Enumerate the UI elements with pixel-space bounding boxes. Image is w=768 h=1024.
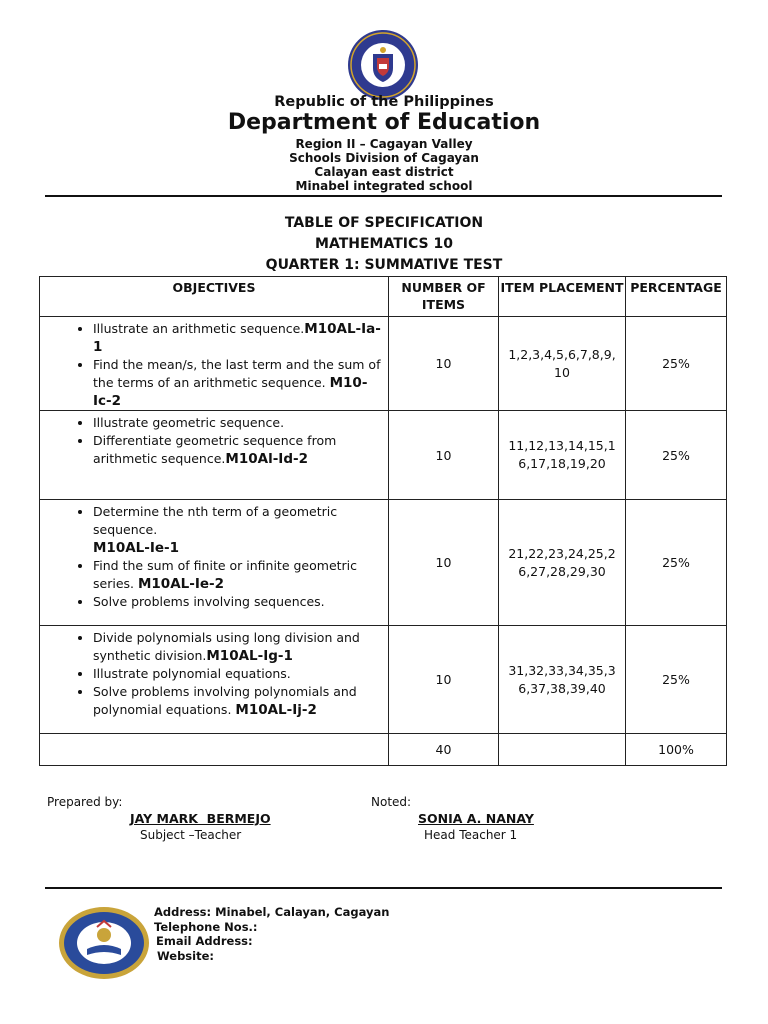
table-row xyxy=(40,317,727,411)
specification-table xyxy=(39,276,727,766)
prepared-by-role: Subject –Teacher xyxy=(140,828,242,842)
col-percentage: PERCENTAGE xyxy=(626,277,727,317)
school-logo-icon xyxy=(57,905,151,981)
region-line: Region II – Cagayan Valley xyxy=(295,137,473,151)
document-title: TABLE OF SPECIFICATION xyxy=(284,215,484,231)
noted-label: Noted: xyxy=(371,795,412,809)
objective-item: • Solve problems involving sequences. xyxy=(93,593,382,611)
department-title: Department of Education xyxy=(227,110,541,135)
footer-website: Website: xyxy=(157,949,214,963)
objective-item: • Divide polynomials using long division and synthetic division.M10AL-Ig-1 xyxy=(93,629,382,665)
deped-seal-icon xyxy=(346,28,420,102)
total-row xyxy=(40,734,727,766)
table-row xyxy=(40,626,727,734)
objective-item: • Determine the nth term of a geometric sequence. M10AL-Ie-1 xyxy=(93,503,382,557)
division-line: Schools Division of Cagayan xyxy=(289,151,479,165)
total-label-cell xyxy=(40,734,389,766)
objective-item: • Illustrate polynomial equations. xyxy=(93,665,382,683)
table-row xyxy=(40,411,727,500)
total-placement-cell xyxy=(499,734,626,766)
noted-name: SONIA A. NANAY xyxy=(418,811,534,826)
percentage-cell: 25% xyxy=(626,317,727,411)
noted-role: Head Teacher 1 xyxy=(424,828,518,842)
objective-item: • Find the sum of finite or infinite geometric series. M10AL-Ie-2 xyxy=(93,557,382,593)
percentage-cell: 25% xyxy=(626,626,727,734)
number-of-items-cell: 10 xyxy=(389,626,499,734)
district-line: Calayan east district xyxy=(314,165,454,179)
objective-item: • Illustrate an arithmetic sequence.M10AL-Ia-1 xyxy=(93,320,382,356)
school-line: Minabel integrated school xyxy=(295,179,473,193)
prepared-by-name: JAY MARK BERMEJO xyxy=(130,811,271,826)
objectives-cell xyxy=(40,317,389,411)
table-header-row xyxy=(40,277,727,317)
footer-address: Address: Minabel, Calayan, Cagayan xyxy=(154,905,390,919)
header-divider xyxy=(45,195,722,197)
number-of-items-cell: 10 xyxy=(389,317,499,411)
footer-divider xyxy=(45,887,722,889)
percentage-cell: 25% xyxy=(626,411,727,500)
quarter-title: QUARTER 1: SUMMATIVE TEST xyxy=(265,257,503,273)
subject-title: MATHEMATICS 10 xyxy=(315,236,453,252)
total-items-cell: 40 xyxy=(389,734,499,766)
prepared-by-label: Prepared by: xyxy=(47,795,123,809)
col-item-placement: ITEM PLACEMENT xyxy=(499,277,626,317)
total-percentage-cell: 100% xyxy=(626,734,727,766)
col-objectives: OBJECTIVES xyxy=(40,277,389,317)
table-row xyxy=(40,500,727,626)
percentage-cell: 25% xyxy=(626,500,727,626)
col-number-of-items: NUMBER OF ITEMS xyxy=(389,277,499,317)
item-placement-cell: 11,12,13,14,15,16,17,18,19,20 xyxy=(499,411,626,500)
objectives-cell xyxy=(40,500,389,626)
objective-item: • Differentiate geometric sequence from arithmetic sequence.M10Al-Id-2 xyxy=(93,432,382,468)
item-placement-cell: 21,22,23,24,25,26,27,28,29,30 xyxy=(499,500,626,626)
number-of-items-cell: 10 xyxy=(389,500,499,626)
objectives-cell xyxy=(40,626,389,734)
republic-line: Republic of the Philippines xyxy=(274,94,494,110)
item-placement-cell: 31,32,33,34,35,36,37,38,39,40 xyxy=(499,626,626,734)
objective-item: • Solve problems involving polynomials and polynomial equations. M10AL-Ij-2 xyxy=(93,683,382,719)
item-placement-cell: 1,2,3,4,5,6,7,8,9,10 xyxy=(499,317,626,411)
objectives-cell xyxy=(40,411,389,500)
objective-item: • Find the mean/s, the last term and the sum of the terms of an arithmetic sequence. M10-Ic-2 xyxy=(93,356,382,410)
footer-telephone: Telephone Nos.: xyxy=(154,920,258,934)
objective-item: • Illustrate geometric sequence. xyxy=(93,414,382,432)
footer-email: Email Address: xyxy=(156,934,253,948)
number-of-items-cell: 10 xyxy=(389,411,499,500)
